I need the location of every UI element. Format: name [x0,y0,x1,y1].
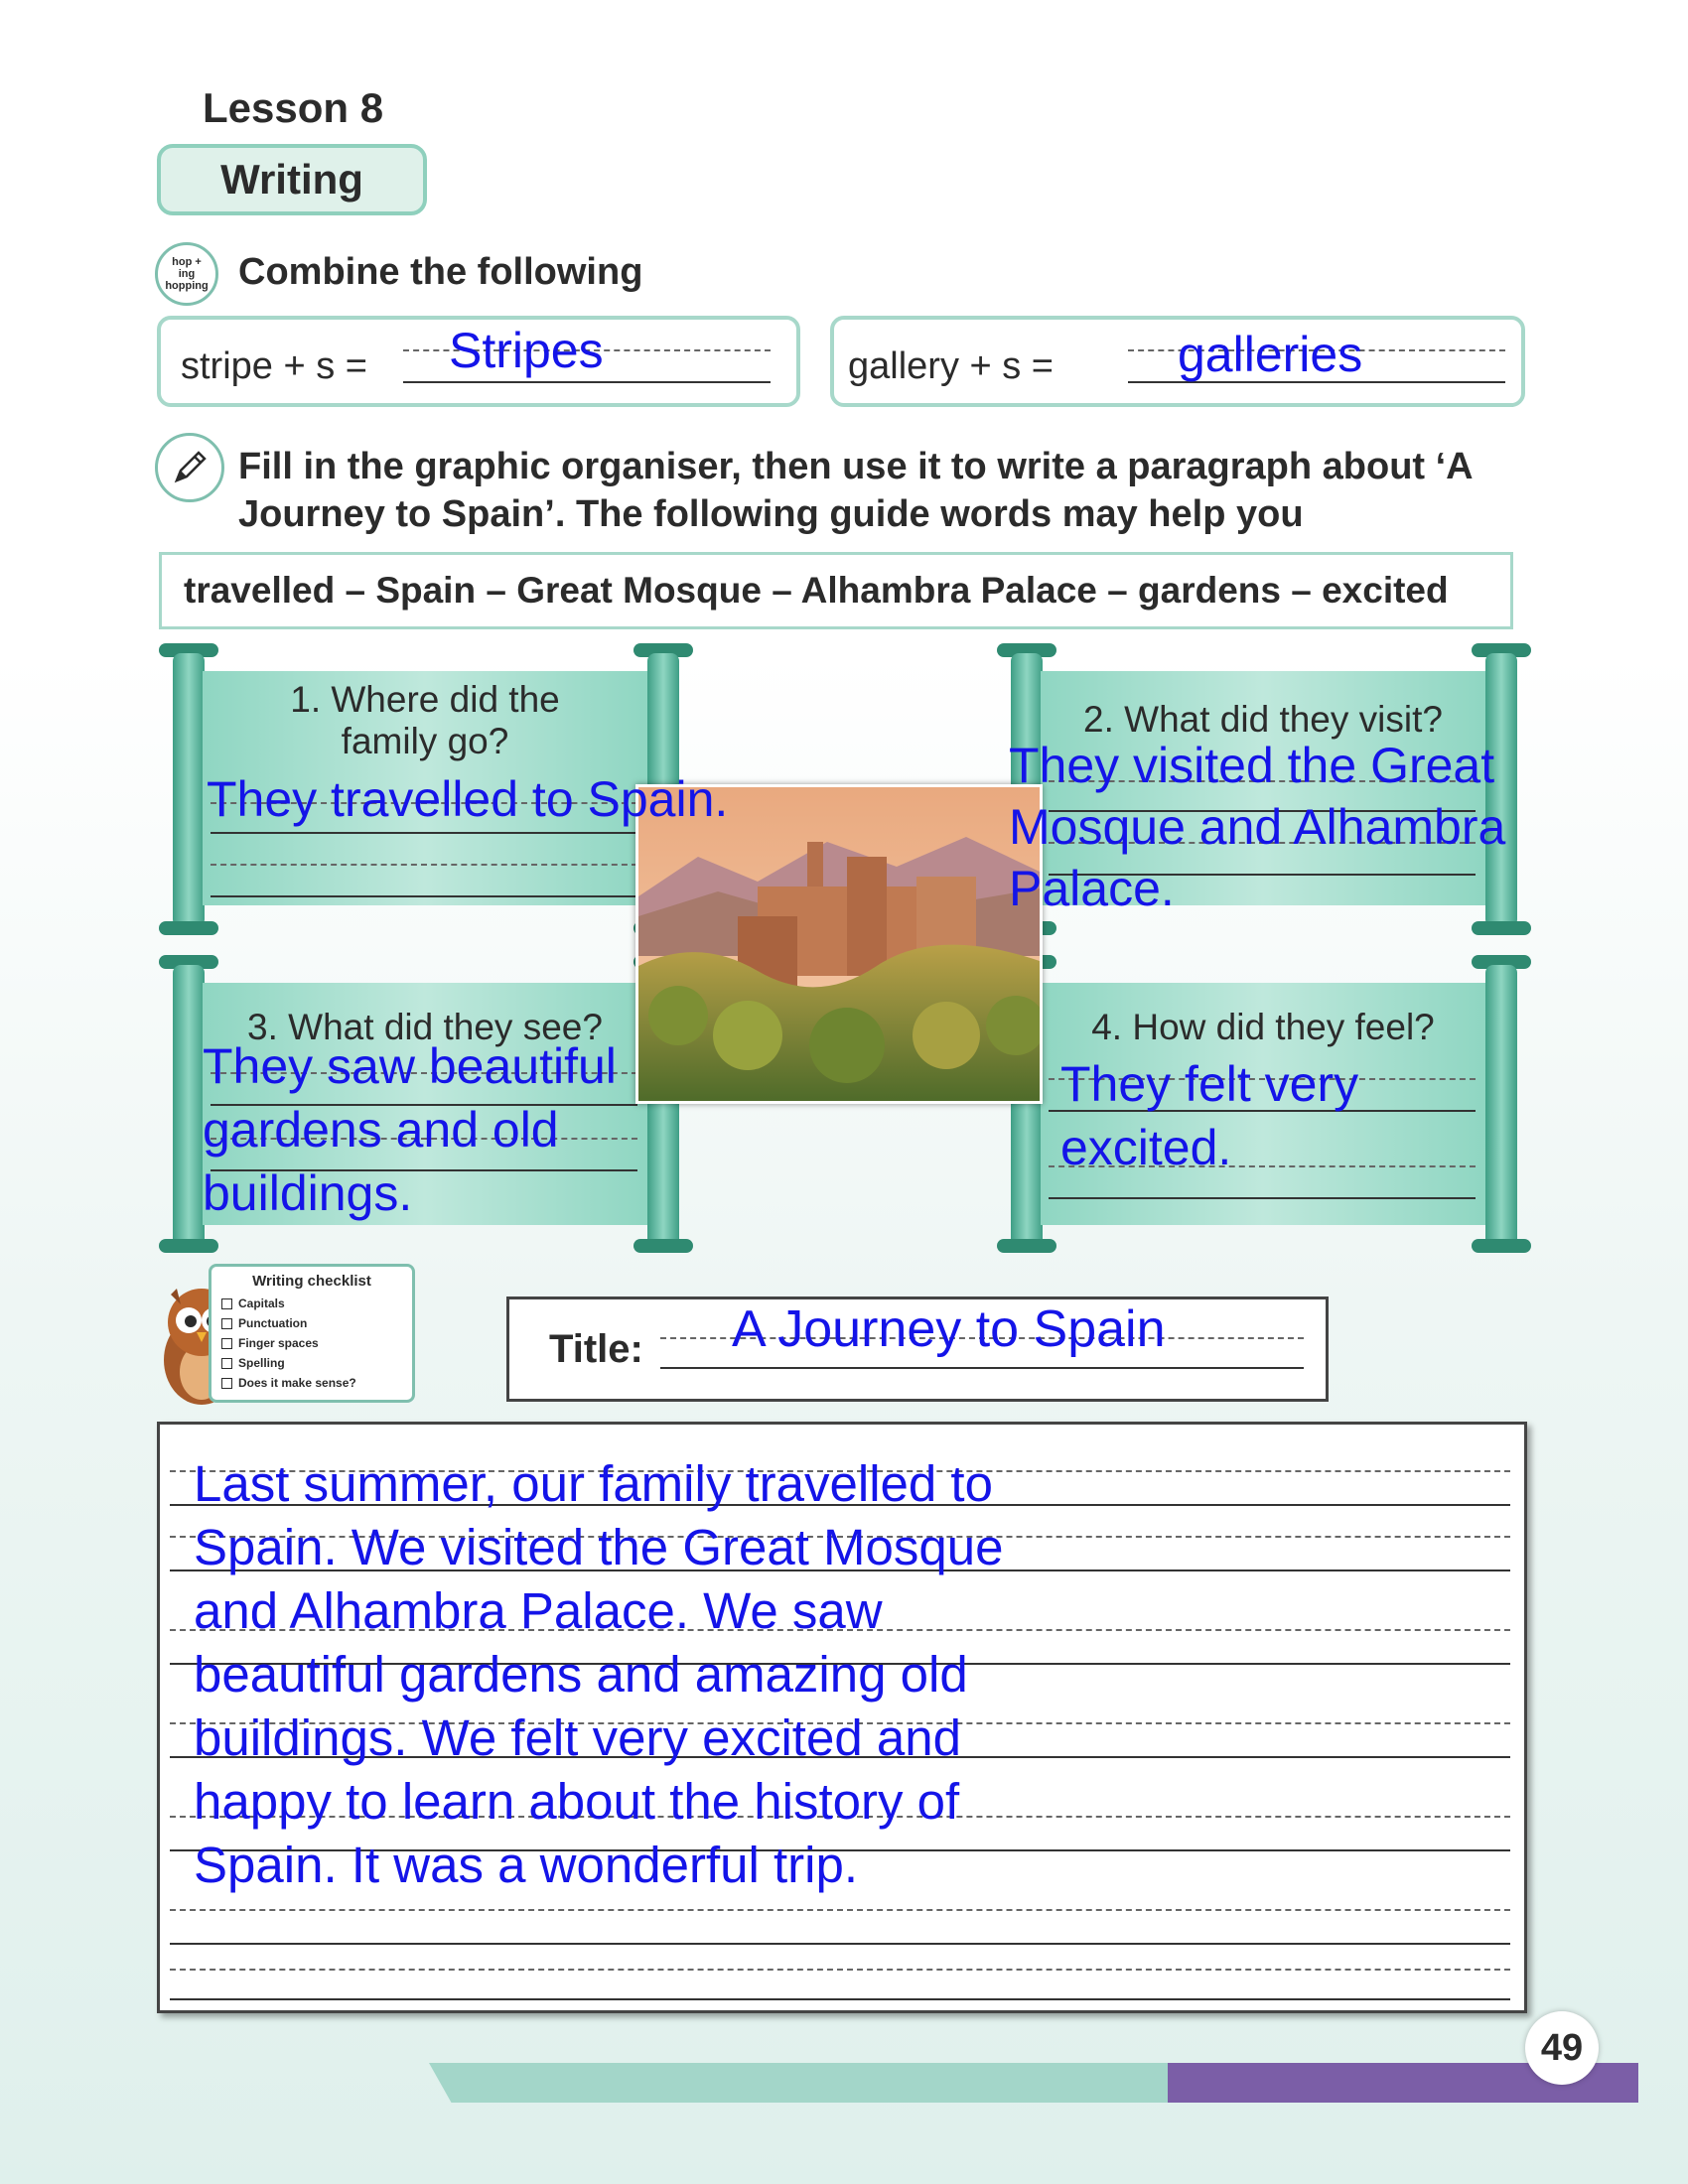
combine-box-2 [830,316,1525,407]
question-4: 4. How did they feel? [1091,1007,1435,1047]
answer-4: They felt very excited. [1060,1056,1359,1175]
answer-3: They saw beautiful gardens and old buildings. [203,1038,617,1221]
combine-answer-2: galleries [1178,327,1363,382]
answer-2: They visited the Great Mosque and Alhambra Palace. [1009,738,1506,916]
checklist-item[interactable]: Finger spaces [221,1333,402,1353]
question-3: 3. What did they see? [247,1007,603,1047]
pencil-icon [155,433,224,502]
footer-teal-bar [429,2063,1174,2103]
combine-instruction: Combine the following [238,251,643,293]
checklist-item[interactable]: Spelling [221,1353,402,1373]
paragraph-text[interactable]: Last summer, our family travelled to Spain. We visited the Great Mosque and Alhambra Palace. We saw beautiful gardens and amazing old buildings. We felt very excited and happy to learn about the history of Spain. It was a wonderful trip. [194,1455,1004,1893]
alhambra-photo [635,784,1043,1104]
checklist-item[interactable]: Punctuation [221,1313,402,1333]
organiser-instruction: Fill in the graphic organiser, then use it to write a paragraph about ‘A Journey to Spain’. The following guide words may help you [238,446,1474,535]
hop-ing-icon: hop + ing hopping [155,242,218,306]
page-number: 49 [1525,2011,1599,2085]
answer-1: They travelled to Spain. [207,771,729,827]
checklist-title: Writing checklist [252,1273,371,1290]
title-label: Title: [549,1327,643,1371]
question-2: 2. What did they visit? [1083,699,1443,740]
combine-box-1 [157,316,800,407]
writing-checklist [209,1264,415,1403]
combine-prompt-1: stripe + s = [181,345,367,387]
paragraph-box [157,1422,1527,2013]
checklist-item[interactable]: Does it make sense? [221,1373,402,1393]
combine-answer-1: Stripes [449,323,604,378]
title-box [506,1297,1329,1402]
section-tab-writing: Writing [157,144,427,215]
question-1: 1. Where did the family go? [290,679,560,761]
checklist-item[interactable]: Capitals [221,1294,402,1313]
combine-prompt-2: gallery + s = [848,345,1054,387]
lesson-heading: Lesson 8 [203,84,384,131]
title-value[interactable]: A Journey to Spain [732,1300,1166,1358]
guide-words-box: travelled – Spain – Great Mosque – Alhambra Palace – gardens – excited [159,552,1513,629]
